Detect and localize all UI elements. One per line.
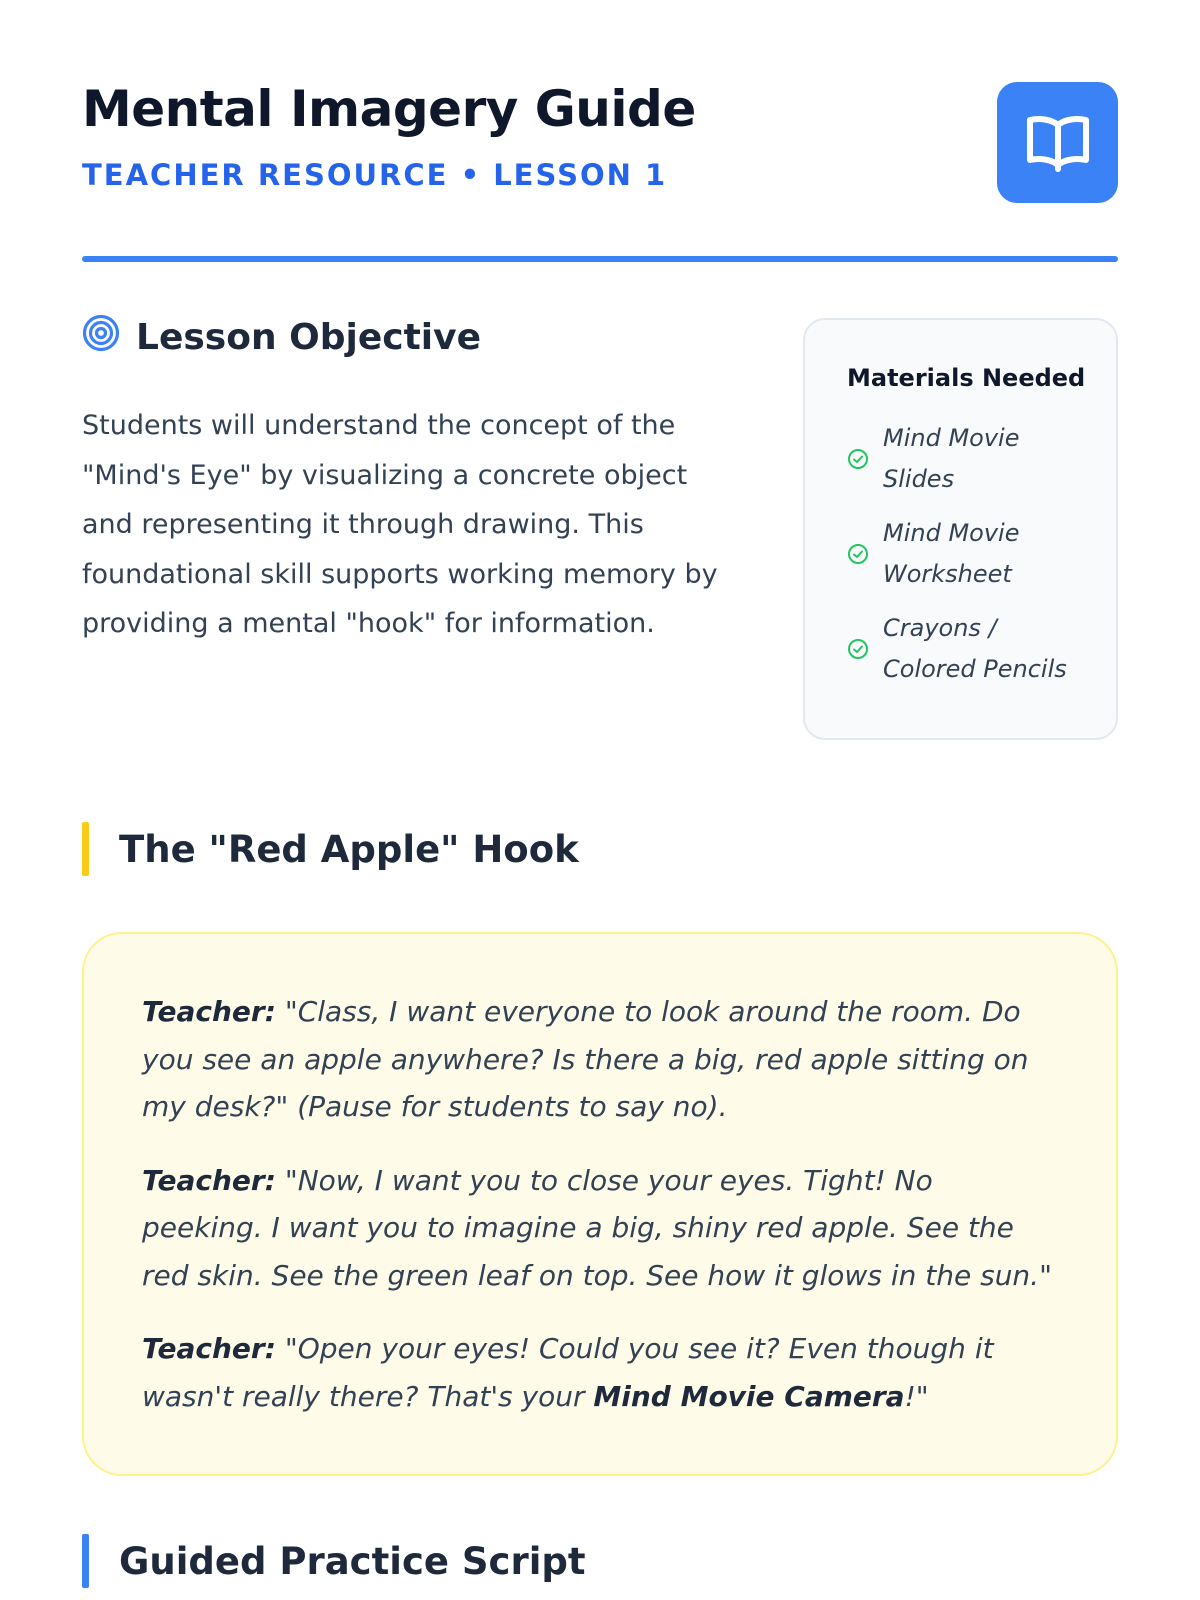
material-item-label: Mind Movie Worksheet xyxy=(883,519,1020,588)
materials-card xyxy=(803,318,1118,740)
dialogue-line xyxy=(142,988,1060,1131)
dialogue-line xyxy=(142,1157,1060,1300)
guided-accent-bar xyxy=(82,1534,89,1588)
check-circle-icon xyxy=(847,448,869,470)
material-item-label: Crayons / Colored Pencils xyxy=(883,614,1067,683)
hook-script-box xyxy=(82,932,1118,1476)
lesson-objective-text: Students will understand the concept of the "Mind's Eye" by visualizing a concrete object and representing it through drawing. This foundational skill supports working memory by providing a mental "hook" for information. xyxy=(82,410,718,639)
target-icon xyxy=(82,314,120,361)
hook-accent-bar xyxy=(82,822,89,876)
material-item-label: Mind Movie Slides xyxy=(883,424,1020,493)
material-item xyxy=(847,418,1086,500)
objective-row xyxy=(82,262,1118,782)
speaker-label: Teacher: xyxy=(142,995,276,1028)
check-circle-icon xyxy=(847,543,869,565)
material-item xyxy=(847,608,1086,690)
page-header xyxy=(82,0,1118,262)
dialogue-text-end: !" xyxy=(904,1379,929,1413)
guided-practice-heading xyxy=(82,1534,586,1588)
speaker-label: Teacher: xyxy=(142,1332,276,1365)
hook-title: The "Red Apple" Hook xyxy=(119,827,579,871)
page-subtitle: TEACHER RESOURCE • LESSON 1 xyxy=(82,158,668,192)
material-item xyxy=(847,513,1086,595)
open-book-icon xyxy=(997,82,1118,203)
lesson-objective-heading xyxy=(82,314,742,361)
dialogue-text: "Class, I want everyone to look around the room. Do you see an apple anywhere? Is there a big, red apple sitting on my desk?" (Pause for students to say no). xyxy=(142,995,1029,1123)
dialogue-text: "Open your eyes! Could you see it? Even though it wasn't really there? That's your xyxy=(142,1332,994,1413)
guided-practice-title: Guided Practice Script xyxy=(119,1539,586,1583)
lesson-objective-title: Lesson Objective xyxy=(136,317,482,358)
dialogue-text: "Now, I want you to close your eyes. Tight! No peeking. I want you to imagine a big, shiny red apple. See the red skin. See the green leaf on top. See how it glows in the sun." xyxy=(142,1163,1052,1292)
check-circle-icon xyxy=(847,638,869,660)
page-title: Mental Imagery Guide xyxy=(82,80,696,138)
speaker-label: Teacher: xyxy=(142,1163,276,1197)
dialogue-emphasis: Mind Movie Camera xyxy=(593,1379,905,1413)
hook-heading xyxy=(82,822,579,876)
materials-heading: Materials Needed xyxy=(847,364,1086,392)
lesson-objective-section xyxy=(82,314,742,649)
dialogue-line xyxy=(142,1325,1060,1420)
